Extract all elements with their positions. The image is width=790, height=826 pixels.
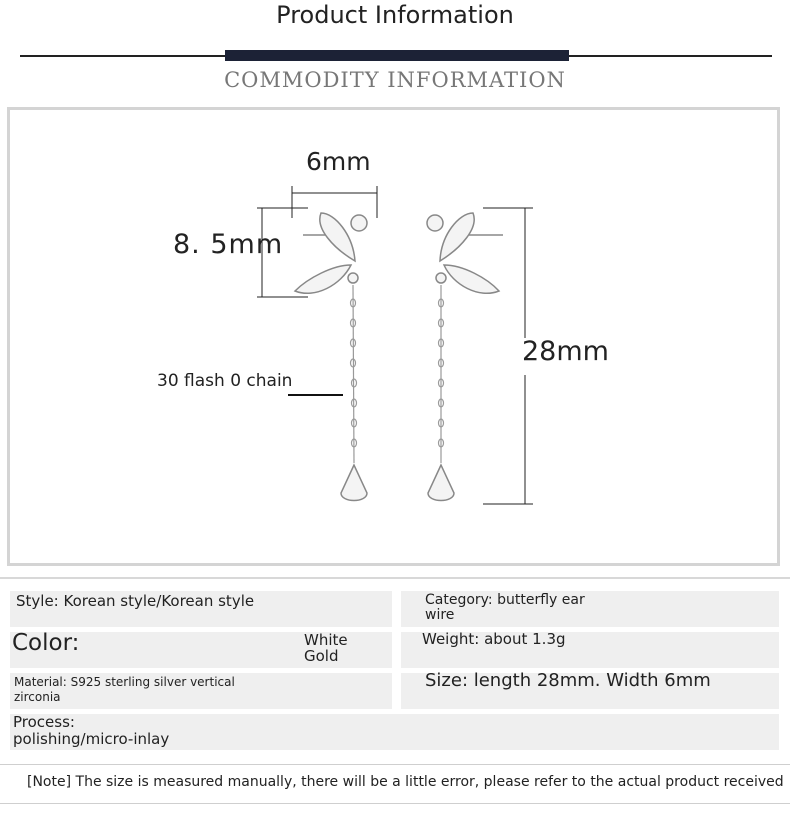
height-dimension-label: 8. 5mm: [173, 229, 284, 260]
measurement-note-text: [Note] The size is measured manually, there will be a little error, please refer to the actual product received: [27, 774, 784, 790]
spec-category-line1: Category: butterfly ear: [425, 592, 585, 608]
spec-material-line1: Material: S925 sterling silver vertical: [14, 675, 235, 689]
length-dimension-label: 28mm: [522, 336, 609, 367]
width-dimension-label: 6mm: [306, 147, 371, 176]
spec-weight: Weight: about 1.3g: [422, 630, 566, 648]
spec-size: Size: length 28mm. Width 6mm: [425, 670, 711, 691]
chain-label: 30 flash 0 chain: [157, 371, 293, 391]
section-subtitle: COMMODITY INFORMATION: [224, 68, 566, 92]
spec-process-line2: polishing/micro-inlay: [13, 730, 170, 748]
title-accent-bar: [225, 50, 569, 61]
spec-category-line2: wire: [425, 607, 455, 623]
spec-color-value-line2: Gold: [304, 647, 339, 665]
spec-material-line2: zirconia: [14, 690, 61, 704]
measurement-note: [0, 764, 790, 804]
spec-process-line1: Process:: [13, 713, 75, 731]
spec-style: Style: Korean style/Korean style: [16, 592, 255, 610]
page-title: Product Information: [276, 1, 514, 29]
product-photo: [7, 107, 780, 566]
spec-color-label: Color:: [12, 630, 80, 656]
spec-color-value-line1: White: [304, 631, 348, 649]
spec-divider: [0, 577, 790, 579]
earring-illustration: [10, 110, 777, 563]
